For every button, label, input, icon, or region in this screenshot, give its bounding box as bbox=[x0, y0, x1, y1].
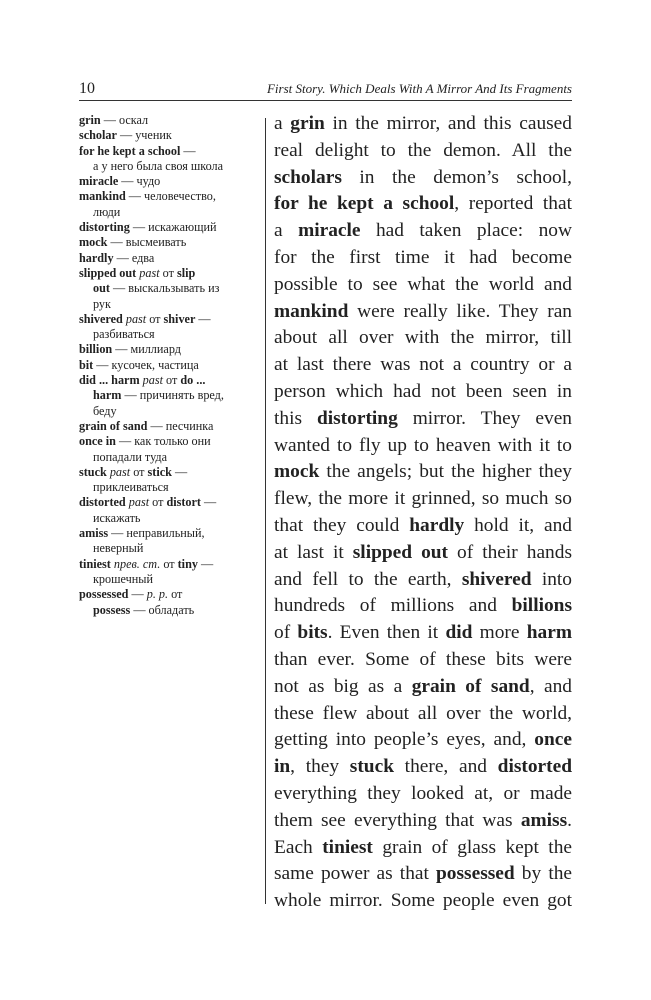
glossary-translation: люди bbox=[93, 204, 121, 219]
glossary-translation: — ученик bbox=[116, 128, 172, 143]
glossary-line bbox=[79, 189, 257, 204]
text-line: than ever. Some of these bits were bbox=[274, 648, 572, 670]
text-line: a grin in the mirror, and this caused bbox=[274, 113, 572, 134]
glossary-line bbox=[79, 113, 257, 128]
glossary-term: tiniest bbox=[79, 556, 111, 571]
glossary-translation: приклеиваться bbox=[93, 480, 169, 495]
text-line: a miracle had taken place: now bbox=[274, 220, 572, 242]
glossary-line bbox=[79, 465, 257, 480]
glossary-line bbox=[79, 434, 257, 449]
text-line: in, they stuck there, and distorted bbox=[274, 756, 572, 778]
text-line: same power as that possessed by the bbox=[274, 863, 573, 885]
glossary-translation: — p. p. от bbox=[128, 587, 183, 602]
glossary-term: harm bbox=[93, 388, 122, 403]
glossary-line bbox=[79, 511, 257, 526]
text-line: flew, the more it grinned, so much so bbox=[274, 488, 572, 510]
glossary-line bbox=[79, 342, 257, 357]
glossary-translation: past от shiver — bbox=[125, 311, 211, 326]
text-line: and fell to the earth, shivered into bbox=[274, 568, 573, 590]
text-line: about all over with the mirror, till bbox=[274, 327, 572, 349]
glossary-line bbox=[79, 495, 257, 510]
page-number: 10 bbox=[79, 80, 95, 97]
glossary-translation: — причинять вред, bbox=[121, 388, 224, 403]
text-line: wanted to fly up to heaven with it to bbox=[274, 434, 572, 456]
text-line: mankind were really like. They ran bbox=[274, 300, 572, 322]
glossary-line bbox=[79, 541, 257, 556]
text-line: getting into people’s eyes, and, once bbox=[274, 729, 572, 751]
glossary-translation: — чудо bbox=[118, 174, 161, 189]
glossary-term: shivered bbox=[79, 311, 123, 326]
glossary-term: did ... harm bbox=[79, 373, 140, 388]
glossary-term: possess bbox=[93, 602, 131, 617]
glossary-line bbox=[79, 128, 257, 143]
glossary-translation: неверный bbox=[93, 541, 144, 556]
text-line: hundreds of millions and billions bbox=[274, 595, 572, 617]
glossary-translation: — едва bbox=[113, 250, 155, 265]
story-text bbox=[274, 111, 572, 915]
glossary-line bbox=[79, 388, 257, 403]
glossary-line bbox=[79, 266, 257, 281]
glossary-translation: крошечный bbox=[93, 571, 153, 586]
glossary-translation: — обладать bbox=[130, 602, 195, 617]
glossary-term: slipped out bbox=[79, 265, 137, 280]
glossary-translation: попадали туда bbox=[93, 449, 168, 464]
glossary-line bbox=[79, 526, 257, 541]
glossary-line bbox=[79, 312, 257, 327]
glossary-line bbox=[79, 220, 257, 235]
glossary-term: distorting bbox=[79, 220, 130, 235]
glossary-translation: рук bbox=[93, 296, 111, 311]
glossary-translation: а у него была своя школа bbox=[93, 158, 223, 173]
glossary-line bbox=[79, 603, 257, 618]
text-line: whole mirror. Some people even got bbox=[274, 890, 572, 912]
glossary-term: billion bbox=[79, 342, 113, 357]
glossary-term: amiss bbox=[79, 526, 109, 541]
glossary-translation: — bbox=[180, 143, 196, 158]
glossary-line bbox=[79, 419, 257, 434]
glossary-translation: — песчинка bbox=[147, 418, 214, 433]
glossary-translation: разбиваться bbox=[93, 327, 155, 342]
running-title: First Story. Which Deals With A Mirror And Its Fragments bbox=[266, 81, 572, 96]
text-line: for the first time it had become bbox=[274, 246, 572, 268]
glossary-translation: — искажающий bbox=[129, 220, 217, 235]
glossary-translation: прев. ст. от tiny — bbox=[113, 556, 214, 571]
text-line: of bits. Even then it did more harm bbox=[274, 622, 572, 644]
glossary-line bbox=[79, 480, 257, 495]
glossary-term: distorted bbox=[79, 495, 126, 510]
glossary-term: grin bbox=[79, 113, 101, 127]
glossary-translation: past от do ... bbox=[142, 373, 206, 388]
glossary-line bbox=[79, 358, 257, 373]
glossary-column bbox=[79, 113, 257, 618]
glossary-line bbox=[79, 587, 257, 602]
glossary-line bbox=[79, 235, 257, 250]
text-line: possible to see what the world and bbox=[274, 273, 572, 295]
glossary-term: bit bbox=[79, 357, 94, 372]
glossary-translation: past от slip bbox=[139, 265, 196, 280]
glossary-translation: — миллиард bbox=[112, 342, 181, 357]
glossary-term: possessed bbox=[79, 587, 129, 602]
glossary-term: grain of sand bbox=[79, 418, 148, 433]
glossary-translation: — оскал bbox=[100, 113, 149, 127]
glossary-term: mankind bbox=[79, 189, 126, 204]
glossary-translation: — как только они bbox=[115, 434, 211, 449]
text-line: not as big as a grain of sand, and bbox=[274, 675, 572, 697]
glossary-term: out bbox=[93, 281, 110, 296]
glossary-line bbox=[79, 450, 257, 465]
glossary-line bbox=[79, 144, 257, 159]
page-header bbox=[79, 80, 572, 101]
glossary-translation: — выскальзывать из bbox=[109, 281, 220, 296]
glossary-term: hardly bbox=[79, 250, 114, 265]
text-line: at last there was not a country or a bbox=[274, 354, 572, 376]
glossary-line bbox=[79, 281, 257, 296]
glossary-translation: — кусочек, частица bbox=[93, 357, 199, 372]
column-divider bbox=[265, 118, 266, 904]
glossary-line bbox=[79, 251, 257, 266]
glossary-term: once in bbox=[79, 434, 116, 449]
glossary-line bbox=[79, 373, 257, 388]
text-line: at last it slipped out of their hands bbox=[274, 541, 572, 563]
glossary-line bbox=[79, 297, 257, 312]
glossary-line bbox=[79, 205, 257, 220]
text-line: real delight to the demon. All the bbox=[274, 139, 572, 161]
text-line: these flew about all over the world, bbox=[274, 702, 572, 724]
glossary-translation: — неправильный, bbox=[108, 526, 205, 541]
text-line: that they could hardly hold it, and bbox=[274, 514, 572, 536]
glossary-term: scholar bbox=[79, 128, 117, 143]
text-line: everything they looked at, or made bbox=[274, 782, 572, 804]
text-line: person which had not been seen in bbox=[274, 380, 572, 402]
text-line: them see everything that was amiss. bbox=[274, 809, 572, 831]
glossary-translation: past от distort — bbox=[128, 495, 217, 510]
glossary-translation: искажать bbox=[93, 510, 141, 525]
glossary-term: miracle bbox=[79, 174, 119, 189]
glossary-line bbox=[79, 327, 257, 342]
glossary-term: stuck bbox=[79, 464, 107, 479]
glossary-line bbox=[79, 404, 257, 419]
text-line: scholars in the demon’s school, bbox=[274, 166, 572, 188]
glossary-line bbox=[79, 159, 257, 174]
glossary-translation: — высмеивать bbox=[107, 235, 187, 250]
glossary-term: for he kept a school bbox=[79, 143, 181, 158]
text-line: mock the angels; but the higher they bbox=[274, 461, 572, 483]
glossary-term: mock bbox=[79, 235, 108, 250]
glossary-translation: — человечество, bbox=[125, 189, 216, 204]
text-line: Each tiniest grain of glass kept the bbox=[274, 836, 572, 858]
text-line: for he kept a school, reported that bbox=[274, 193, 572, 215]
glossary-translation: беду bbox=[93, 403, 117, 418]
glossary-line bbox=[79, 572, 257, 587]
glossary-translation: past от stick — bbox=[109, 464, 188, 479]
glossary-line bbox=[79, 557, 257, 572]
glossary-line bbox=[79, 174, 257, 189]
text-line: this distorting mirror. They even bbox=[274, 407, 573, 429]
